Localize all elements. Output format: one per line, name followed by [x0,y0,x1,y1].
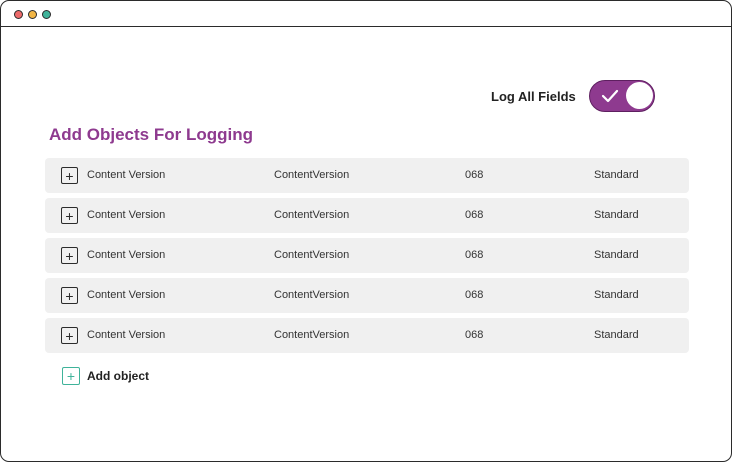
object-name: Content Version [87,209,166,221]
object-type: Standard [594,169,639,181]
object-api-name: ContentVersion [274,329,350,341]
expand-plus-icon[interactable]: + [61,287,78,304]
close-window-dot[interactable] [14,10,23,19]
object-prefix: 068 [465,329,484,341]
expand-plus-icon[interactable]: + [61,327,78,344]
object-type: Standard [594,329,639,341]
object-row [45,198,689,233]
log-all-fields-control [491,80,655,112]
object-row [45,278,689,313]
log-all-fields-toggle[interactable] [589,80,655,112]
add-plus-icon: + [62,367,80,385]
object-name: Content Version [87,329,166,341]
window-titlebar [1,1,731,27]
log-all-fields-label: Log All Fields [491,88,576,104]
add-object-button[interactable] [62,367,149,385]
object-prefix: 068 [465,209,484,221]
object-type: Standard [594,209,639,221]
object-name: Content Version [87,249,166,261]
object-api-name: ContentVersion [274,209,350,221]
object-name: Content Version [87,289,166,301]
object-row [45,238,689,273]
toggle-knob [626,82,653,109]
object-list [45,158,689,358]
add-object-label: Add object [87,369,149,383]
section-title: Add Objects For Logging [49,125,253,144]
object-api-name: ContentVersion [274,249,350,261]
object-api-name: ContentVersion [274,169,350,181]
object-type: Standard [594,289,639,301]
minimize-window-dot[interactable] [28,10,37,19]
object-row [45,158,689,193]
object-api-name: ContentVersion [274,289,350,301]
expand-plus-icon[interactable]: + [61,167,78,184]
checkmark-icon [600,86,620,106]
expand-plus-icon[interactable]: + [61,247,78,264]
maximize-window-dot[interactable] [42,10,51,19]
object-prefix: 068 [465,289,484,301]
object-prefix: 068 [465,169,484,181]
expand-plus-icon[interactable]: + [61,207,78,224]
object-row [45,318,689,353]
object-name: Content Version [87,169,166,181]
object-type: Standard [594,249,639,261]
object-prefix: 068 [465,249,484,261]
